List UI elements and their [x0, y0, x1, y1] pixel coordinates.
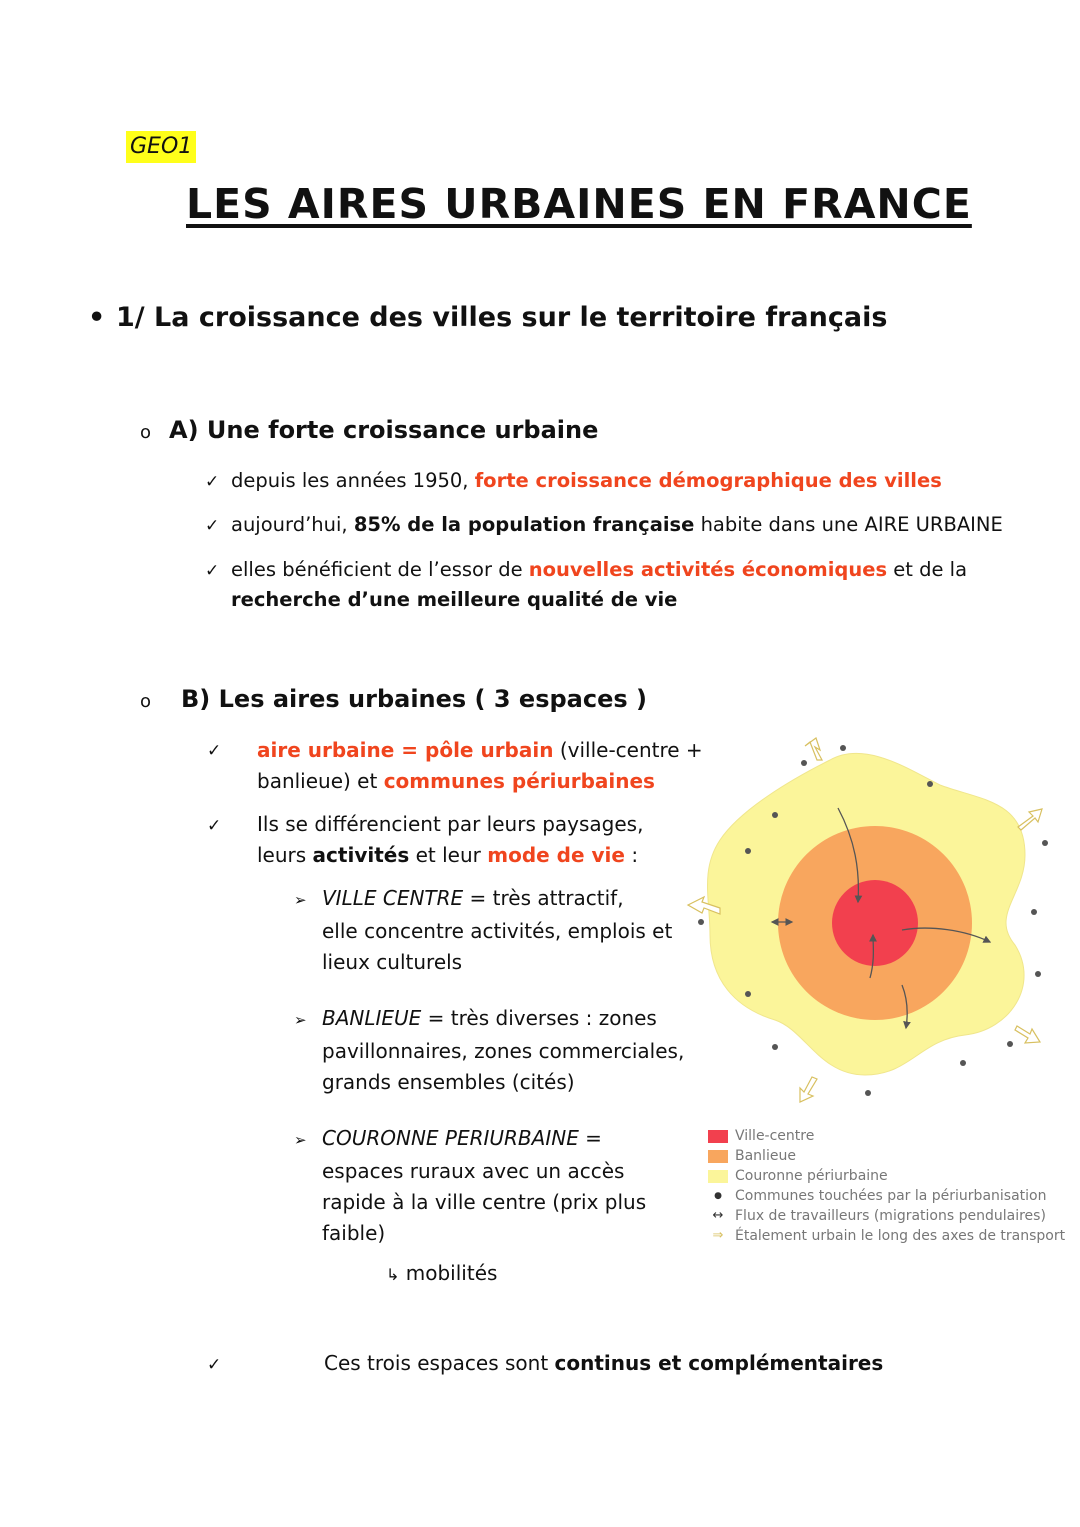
arrow-icon: ➢	[294, 1131, 307, 1149]
section-b-heading: o B) Les aires urbaines ( 3 espaces )	[140, 685, 647, 713]
legend-item-etalement: ⇒ Étalement urbain le long des axes de transport	[708, 1226, 1065, 1246]
legend-item-ville-centre: Ville-centre	[708, 1126, 1065, 1146]
check-icon: ✓	[205, 516, 220, 536]
hollow-arrow-icon: ⇒	[712, 1228, 724, 1243]
arrow-icon: ➢	[294, 1011, 307, 1029]
course-tag: GEO1	[126, 131, 196, 163]
legend-item-banlieue: Banlieue	[708, 1146, 1065, 1166]
bullet: •	[88, 302, 106, 333]
swatch-icon	[708, 1170, 728, 1183]
ville-centre-zone	[832, 880, 918, 966]
urban-area-diagram	[680, 730, 1060, 1115]
section-b-item-2: Ils se différencient par leurs paysages, leurs activités et leur mode de vie :	[257, 812, 644, 867]
section-a-heading: o A) Une forte croissance urbaine	[140, 416, 599, 444]
double-arrow-icon: ↔	[712, 1208, 724, 1223]
swatch-icon	[708, 1150, 728, 1163]
sub-item-couronne: ➢ COURONNE PERIURBAINE = espaces ruraux avec un accès rapide à la ville centre (prix plus faible)	[294, 1126, 647, 1245]
dot-icon: ●	[714, 1191, 722, 1201]
check-icon: ✓	[207, 816, 222, 836]
page-title: LES AIRES URBAINES EN FRANCE	[186, 180, 972, 228]
check-icon: ✓	[207, 741, 222, 761]
section-a-item-3: ✓ elles bénéficient de l’essor de nouvelles activités économiques et de la	[205, 555, 967, 586]
conclusion-line: Ces trois espaces sont continus et complémentaires	[324, 1351, 884, 1375]
swatch-icon	[708, 1130, 728, 1143]
sub-item-banlieue: ➢ BANLIEUE = très diverses : zones pavillonnaires, zones commerciales, grands ensembles (cités)	[294, 1006, 685, 1094]
section-1-heading: • 1/ La croissance des villes sur le territoire français	[88, 302, 888, 333]
check-icon: ✓	[205, 561, 220, 581]
legend-item-communes: ● Communes touchées par la périurbanisation	[708, 1186, 1065, 1206]
legend-item-flux: ↔ Flux de travailleurs (migrations pendulaires)	[708, 1206, 1065, 1226]
legend-item-couronne: Couronne périurbaine	[708, 1166, 1065, 1186]
return-arrow-icon: ↳	[386, 1265, 400, 1284]
arrow-icon: ➢	[294, 891, 307, 909]
section-a-item-1: ✓ depuis les années 1950, forte croissance démographique des villes	[205, 466, 942, 497]
section-b-item-1: aire urbaine = pôle urbain (ville-centre + banlieue) et communes périurbaines	[257, 738, 703, 793]
mobility-note: ↳ mobilités	[386, 1261, 498, 1285]
check-icon: ✓	[205, 472, 220, 492]
diagram-legend	[708, 1126, 1065, 1246]
section-a-item-2: ✓ aujourd’hui, 85% de la population française habite dans une AIRE URBAINE	[205, 510, 1003, 541]
section-a-item-3-cont: recherche d’une meilleure qualité de vie	[231, 588, 678, 611]
check-icon: ✓	[207, 1355, 222, 1375]
sub-item-ville-centre: ➢ VILLE CENTRE = très attractif, elle concentre activités, emplois et lieux culturels	[294, 886, 673, 974]
